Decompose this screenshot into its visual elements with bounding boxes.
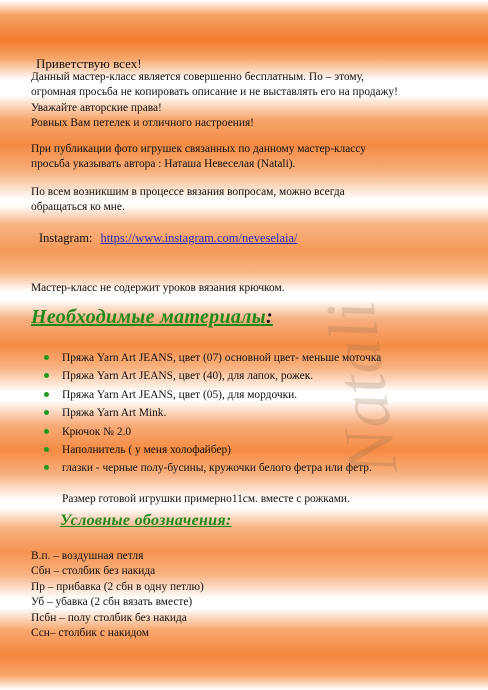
list-item [44, 404, 474, 422]
questions-line: По всем возникшим в процессе вязания вопросам, можно всегда [31, 186, 345, 198]
no-crochet-note: Мастер-класс не содержит уроков вязания крючком. [31, 282, 285, 294]
bullet-icon [44, 465, 49, 470]
material-text: Крючок № 2.0 [62, 425, 132, 438]
bullet-icon [44, 392, 49, 397]
legend-item: Уб – убавка (2 сбн вязать вместе) [31, 596, 193, 609]
materials-heading-colon: : [265, 306, 273, 328]
legend-list [31, 549, 204, 641]
publication-note [31, 142, 471, 173]
intro-line: Уважайте авторские права! [31, 101, 162, 114]
bullet-icon [44, 373, 49, 378]
greeting: Приветствую всех! [36, 56, 142, 71]
legend-heading: Условные обозначения: [60, 512, 232, 529]
instagram-link[interactable]: https://www.instagram.com/neveselaia/ [100, 231, 298, 245]
materials-list [44, 349, 474, 478]
bullet-icon [44, 355, 49, 360]
questions-note [31, 185, 471, 216]
intro-line: Ровных Вам петелек и отличного настроения! [31, 117, 254, 130]
list-item [44, 386, 474, 404]
bullet-icon [44, 447, 49, 452]
watermark-text: Natali [312, 296, 413, 481]
bullet-icon [44, 410, 49, 415]
intro-line: огромная просьба не копировать описание и не выставлять его на продажу! [31, 86, 398, 99]
list-item [44, 423, 474, 441]
material-text: Пряжа Yarn Art Mink. [62, 407, 167, 420]
instagram-label: Instagram: [39, 231, 93, 245]
instagram-row [39, 231, 298, 246]
legend-item: Сбн – столбик без накида [31, 565, 156, 578]
legend-item: Пр – прибавка (2 сбн в одну петлю) [31, 580, 204, 593]
list-item [44, 367, 474, 385]
publication-line: При публикации фото игрушек связанных по данному мастер-классу [31, 143, 366, 155]
size-note: Размер готовой игрушки примерно11см. вместе с рожками. [62, 493, 350, 505]
materials-heading-text: Необходимые материалы [31, 306, 266, 328]
list-item [44, 459, 474, 477]
bullet-icon [44, 429, 49, 434]
material-text: глазки - черные полу-бусины, кружочки белого фетра или фетр. [62, 462, 372, 475]
material-text: Пряжа Yarn Art JEANS, цвет (05), для мордочки. [62, 388, 298, 401]
list-item [44, 441, 474, 459]
legend-item: В.п. – воздушная петля [31, 550, 144, 562]
intro-paragraph [31, 70, 476, 132]
material-text: Наполнитель ( у меня холофайбер) [62, 444, 231, 457]
questions-line: обращаться ко мне. [31, 201, 125, 214]
legend-item: Псбн – полу столбик без накида [31, 611, 187, 624]
publication-line: просьба указывать автора : Наташа Невеселая (Natali). [31, 158, 296, 171]
material-text: Пряжа Yarn Art JEANS, цвет (07) основной цвет- меньше моточка [62, 352, 382, 364]
material-text: Пряжа Yarn Art JEANS, цвет (40), для лапок, рожек. [62, 370, 314, 383]
legend-item: Ссн– столбик с накидом [31, 627, 149, 640]
list-item [44, 349, 474, 367]
materials-heading [31, 306, 273, 329]
intro-line: Данный мастер-класс является совершенно бесплатным. По – этому, [31, 71, 365, 83]
